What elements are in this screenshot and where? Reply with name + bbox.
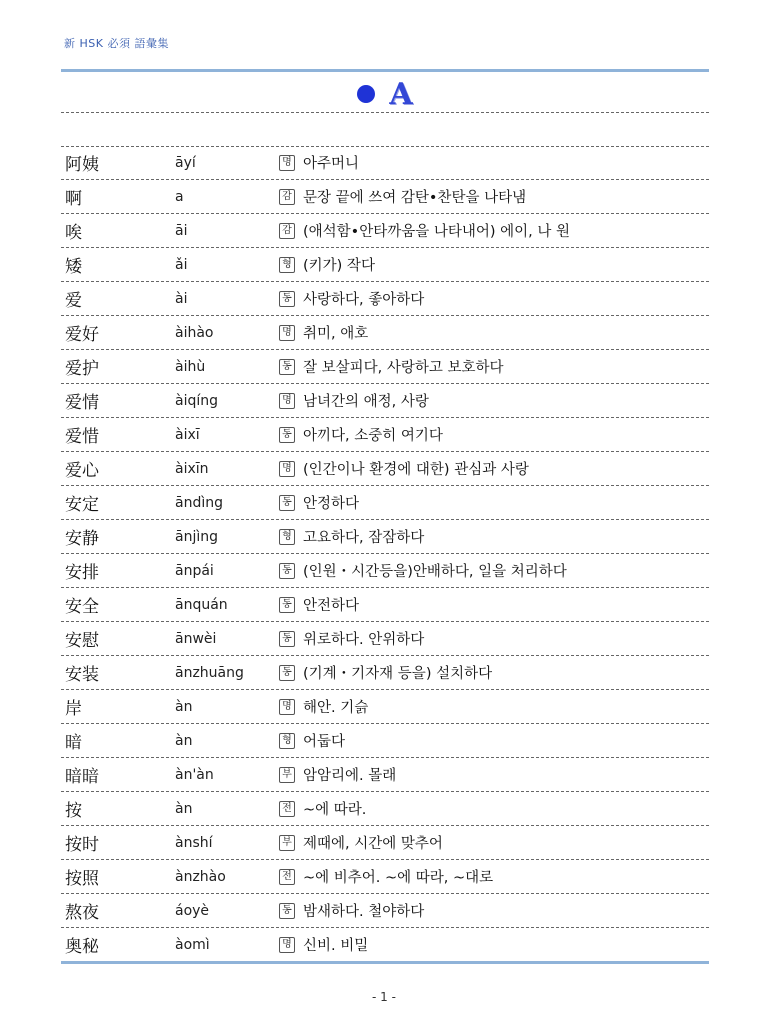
pos-badge: 감 bbox=[279, 189, 295, 205]
pos-badge: 명 bbox=[279, 325, 295, 341]
section-letter: A bbox=[389, 76, 413, 112]
pos-badge: 명 bbox=[279, 155, 295, 171]
vocab-row bbox=[61, 384, 709, 418]
pinyin-cell: ànshí bbox=[175, 834, 213, 851]
vocab-row bbox=[61, 452, 709, 486]
vocab-row bbox=[61, 350, 709, 384]
vocab-row bbox=[61, 316, 709, 350]
hanzi-cell: 安慰 bbox=[65, 631, 99, 651]
hanzi-cell: 爱惜 bbox=[65, 427, 99, 447]
meaning-cell: 아주머니 bbox=[303, 156, 360, 172]
pinyin-cell: àiqíng bbox=[175, 392, 219, 409]
vocab-row bbox=[61, 928, 709, 964]
vocab-row bbox=[61, 418, 709, 452]
pinyin-cell: àn'àn bbox=[175, 766, 214, 783]
meaning-cell: 취미, 애호 bbox=[303, 326, 369, 342]
meaning-cell: 사랑하다, 좋아하다 bbox=[303, 292, 425, 308]
pinyin-cell: àn bbox=[175, 732, 193, 749]
hanzi-cell: 按照 bbox=[65, 869, 99, 889]
meaning-cell: 위로하다. 안위하다 bbox=[303, 632, 425, 648]
pos-badge: 형 bbox=[279, 257, 295, 273]
meaning-cell: 어둡다 bbox=[303, 734, 346, 750]
meaning-cell: (애석함•안타까움을 나타내어) 에이, 나 원 bbox=[303, 224, 571, 240]
hanzi-cell: 熬夜 bbox=[65, 903, 99, 923]
hanzi-cell: 爱好 bbox=[65, 325, 99, 345]
pinyin-cell: àihào bbox=[175, 324, 214, 341]
vocab-row bbox=[61, 588, 709, 622]
pos-badge: 감 bbox=[279, 223, 295, 239]
hanzi-cell: 暗暗 bbox=[65, 767, 99, 787]
hanzi-cell: 安全 bbox=[65, 597, 99, 617]
pos-badge: 명 bbox=[279, 461, 295, 477]
pos-badge: 동 bbox=[279, 563, 295, 579]
hanzi-cell: 安静 bbox=[65, 529, 99, 549]
pos-badge: 부 bbox=[279, 835, 295, 851]
pos-badge: 명 bbox=[279, 699, 295, 715]
pos-badge: 전 bbox=[279, 801, 295, 817]
pos-badge: 형 bbox=[279, 733, 295, 749]
hanzi-cell: 安装 bbox=[65, 665, 99, 685]
hanzi-cell: 按时 bbox=[65, 835, 99, 855]
vocab-row bbox=[61, 146, 709, 180]
pinyin-cell: àomì bbox=[175, 936, 210, 953]
vocab-row bbox=[61, 622, 709, 656]
pinyin-cell: āndìng bbox=[175, 494, 223, 511]
hanzi-cell: 暗 bbox=[65, 733, 82, 753]
meaning-cell: 안정하다 bbox=[303, 496, 360, 512]
vocab-row bbox=[61, 656, 709, 690]
meaning-cell: (기계・기자재 등을) 설치하다 bbox=[303, 666, 493, 682]
pinyin-cell: ǎi bbox=[175, 256, 188, 273]
vocab-row bbox=[61, 248, 709, 282]
meaning-cell: 문장 끝에 쓰여 감탄•찬탄을 나타냄 bbox=[303, 190, 527, 206]
hanzi-cell: 安定 bbox=[65, 495, 99, 515]
vocab-row bbox=[61, 860, 709, 894]
pos-badge: 명 bbox=[279, 393, 295, 409]
hanzi-cell: 岸 bbox=[65, 699, 82, 719]
vocab-row bbox=[61, 792, 709, 826]
meaning-cell: 고요하다, 잠잠하다 bbox=[303, 530, 425, 546]
bullet-dot-icon bbox=[357, 85, 375, 103]
section-title bbox=[61, 76, 709, 112]
pinyin-cell: àihù bbox=[175, 358, 206, 375]
meaning-cell: 신비. 비밀 bbox=[303, 938, 369, 954]
vocab-table bbox=[61, 146, 709, 964]
pinyin-cell: ānjìng bbox=[175, 528, 218, 545]
vocab-row bbox=[61, 282, 709, 316]
page-number: - 1 - bbox=[372, 990, 396, 1004]
pos-badge: 전 bbox=[279, 869, 295, 885]
hanzi-cell: 啊 bbox=[65, 189, 82, 209]
meaning-cell: 남녀간의 애정, 사랑 bbox=[303, 394, 429, 410]
page-header: 新 HSK 必須 語彙集 bbox=[64, 37, 169, 50]
pinyin-cell: ànzhào bbox=[175, 868, 226, 885]
meaning-cell: ~에 따라. bbox=[303, 802, 367, 818]
meaning-cell: (인원・시간등을)안배하다, 일을 처리하다 bbox=[303, 564, 567, 580]
vocab-row bbox=[61, 520, 709, 554]
hanzi-cell: 矮 bbox=[65, 257, 82, 277]
pinyin-cell: ài bbox=[175, 290, 188, 307]
meaning-cell: ~에 비추어. ~에 따라, ~대로 bbox=[303, 870, 494, 886]
pinyin-cell: ānpái bbox=[175, 562, 214, 579]
pos-badge: 동 bbox=[279, 291, 295, 307]
pinyin-cell: áoyè bbox=[175, 902, 210, 919]
vocab-row bbox=[61, 214, 709, 248]
pinyin-cell: ānquán bbox=[175, 596, 228, 613]
vocab-row bbox=[61, 180, 709, 214]
pos-badge: 동 bbox=[279, 597, 295, 613]
pos-badge: 동 bbox=[279, 903, 295, 919]
vocab-row bbox=[61, 758, 709, 792]
pinyin-cell: àn bbox=[175, 698, 193, 715]
pinyin-cell: àn bbox=[175, 800, 193, 817]
meaning-cell: 안전하다 bbox=[303, 598, 360, 614]
vocab-row bbox=[61, 826, 709, 860]
hanzi-cell: 爱 bbox=[65, 291, 82, 311]
pinyin-cell: àixī bbox=[175, 426, 200, 443]
pinyin-cell: āyí bbox=[175, 154, 196, 171]
meaning-cell: 밤새하다. 철야하다 bbox=[303, 904, 425, 920]
top-rule bbox=[61, 69, 709, 72]
vocab-row bbox=[61, 554, 709, 588]
hanzi-cell: 阿姨 bbox=[65, 155, 99, 175]
pinyin-cell: ānwèi bbox=[175, 630, 217, 647]
pos-badge: 명 bbox=[279, 937, 295, 953]
pos-badge: 형 bbox=[279, 529, 295, 545]
hanzi-cell: 爱心 bbox=[65, 461, 99, 481]
meaning-cell: 암암리에. 몰래 bbox=[303, 768, 397, 784]
hanzi-cell: 按 bbox=[65, 801, 82, 821]
pos-badge: 동 bbox=[279, 359, 295, 375]
vocab-row bbox=[61, 724, 709, 758]
hanzi-cell: 唉 bbox=[65, 223, 82, 243]
meaning-cell: (키가) 작다 bbox=[303, 258, 375, 274]
meaning-cell: (인간이나 환경에 대한) 관심과 사랑 bbox=[303, 462, 529, 478]
pos-badge: 동 bbox=[279, 495, 295, 511]
pos-badge: 동 bbox=[279, 427, 295, 443]
hanzi-cell: 爱护 bbox=[65, 359, 99, 379]
vocab-row bbox=[61, 894, 709, 928]
meaning-cell: 해안. 기슭 bbox=[303, 700, 369, 716]
pinyin-cell: àixīn bbox=[175, 460, 209, 477]
pinyin-cell: ānzhuāng bbox=[175, 664, 244, 681]
pos-badge: 동 bbox=[279, 631, 295, 647]
pos-badge: 부 bbox=[279, 767, 295, 783]
hanzi-cell: 爱情 bbox=[65, 393, 99, 413]
pinyin-cell: āi bbox=[175, 222, 188, 239]
hanzi-cell: 安排 bbox=[65, 563, 99, 583]
vocab-row bbox=[61, 690, 709, 724]
pos-badge: 동 bbox=[279, 665, 295, 681]
divider bbox=[61, 112, 709, 113]
vocab-row bbox=[61, 486, 709, 520]
meaning-cell: 제때에, 시간에 맞추어 bbox=[303, 836, 443, 852]
meaning-cell: 아끼다, 소중히 여기다 bbox=[303, 428, 443, 444]
hanzi-cell: 奥秘 bbox=[65, 937, 99, 957]
meaning-cell: 잘 보살피다, 사랑하고 보호하다 bbox=[303, 360, 504, 376]
pinyin-cell: a bbox=[175, 188, 184, 205]
